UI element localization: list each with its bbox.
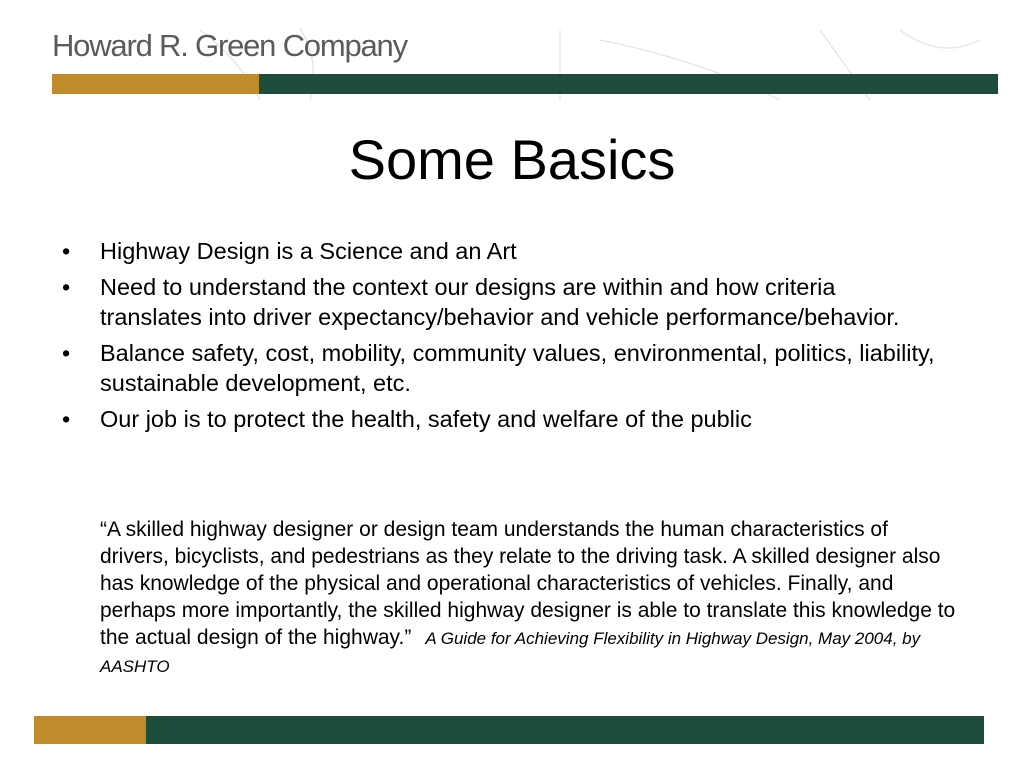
bullet-dot: • (62, 238, 71, 264)
top-color-band (52, 74, 998, 94)
quote-citation: A Guide for Achieving Flexibility in Highway Design, May 2004, by AASHTO (100, 629, 921, 676)
bullet-text: Our job is to protect the health, safety and welfare of the public (100, 406, 752, 432)
top-band-gold (52, 74, 259, 94)
bullet-text: Balance safety, cost, mobility, community values, environmental, politics, liability, sustainable development, etc. (100, 340, 935, 396)
company-logo: Howard R. Green Company (52, 28, 407, 63)
slide-header (0, 0, 1024, 100)
bottom-band-green (146, 716, 984, 744)
bullet-dot: • (62, 274, 71, 300)
quote-block (100, 516, 960, 680)
quote-text: “A skilled highway designer or design team understands the human characteristics of drivers, bicyclists, and pedestrians as they relate to the driving task. A skilled designer also has knowledge of the physical and operational characteristics of vehicles. Finally, and perhaps more importantly, the skilled highway designer is able to translate this knowledge to the actual design of the highway.” (100, 518, 956, 649)
bullet-text: Highway Design is a Science and an Art (100, 238, 517, 264)
bullet-dot: • (62, 340, 71, 366)
bullet-list (62, 236, 942, 440)
bullet-item (62, 338, 942, 398)
bullet-item (62, 272, 942, 332)
top-band-green (259, 74, 998, 94)
bullet-text: Need to understand the context our designs are within and how criteria translates into driver expectancy/behavior and vehicle performance/behavior. (100, 274, 900, 330)
bottom-color-band (34, 716, 984, 744)
bullet-item (62, 236, 942, 266)
bullet-dot: • (62, 406, 71, 432)
slide-title: Some Basics (348, 128, 676, 191)
bullet-item (62, 404, 942, 434)
bottom-band-gold (34, 716, 146, 744)
